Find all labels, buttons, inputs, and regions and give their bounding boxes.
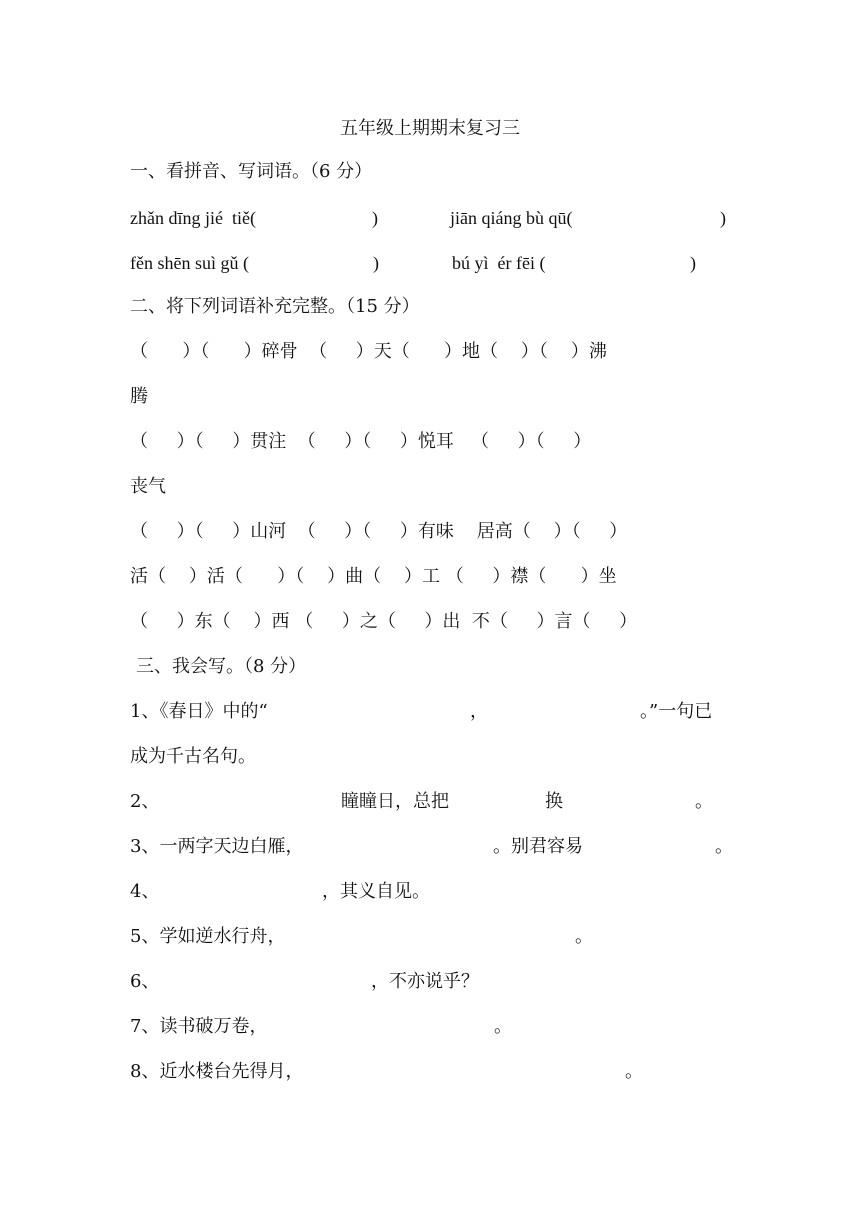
page-title: 五年级上期期末复习三 — [340, 118, 520, 139]
poem-item-5: 5、学如逆水行舟， — [130, 926, 286, 947]
pinyin-item-3-close: ) — [373, 253, 379, 273]
poem-item-8: 8、近水楼台先得月， — [130, 1061, 304, 1082]
section3-heading: 三、我会写。（8 分） — [136, 656, 307, 677]
idiom-line-2-wrap: 丧气 — [130, 476, 166, 497]
pinyin-item-1: zhǎn dīng jié tiě( — [130, 208, 256, 228]
poem-item-2-mid: 瞳瞳日，总把 — [341, 791, 449, 812]
idiom-line-1-wrap: 腾 — [130, 386, 148, 407]
poem-item-1-wrap: 成为千古名句。 — [130, 746, 256, 767]
idiom-line-4: 活（ ）活（ ）（ ）曲（ ）工 （ ）襟（ ）坐 — [130, 566, 617, 587]
pinyin-item-4: bú yì ér fēi ( — [452, 253, 546, 273]
poem-item-2: 2、 — [130, 791, 160, 812]
poem-item-6-end: ，不亦说乎？ — [371, 971, 479, 992]
poem-item-3-end: 。 — [715, 836, 733, 857]
poem-item-6: 6、 — [130, 971, 160, 992]
poem-item-2-end: 。 — [695, 791, 713, 812]
pinyin-item-1-close: ) — [372, 208, 378, 228]
section2-heading: 二、将下列词语补充完整。（15 分） — [130, 296, 420, 317]
pinyin-item-2-close: ) — [720, 208, 726, 228]
pinyin-item-2: jiān qiáng bù qū( — [450, 208, 573, 228]
poem-item-8-end: 。 — [625, 1061, 643, 1082]
poem-item-4-end: ，其义自见。 — [322, 881, 430, 902]
section1-heading: 一、看拼音、写词语。（6 分） — [130, 161, 373, 182]
poem-item-1-end: 。”一句已 — [640, 701, 713, 722]
poem-item-7-end: 。 — [494, 1016, 512, 1037]
idiom-line-2: （ ）（ ）贯注 （ ）（ ）悦耳 （ ）（ ） — [130, 431, 592, 452]
poem-item-2-huan: 换 — [545, 791, 563, 812]
poem-item-7: 7、读书破万卷， — [130, 1016, 268, 1037]
poem-item-1: 1、《春日》中的“ — [130, 701, 268, 722]
idiom-line-5: （ ）东（ ）西 （ ）之（ ）出 不（ ）言（ ） — [130, 611, 638, 632]
poem-item-4: 4、 — [130, 881, 160, 902]
pinyin-item-3: fěn shēn suì gǔ ( — [130, 253, 249, 273]
idiom-line-1: （ ）（ ）碎骨 （ ）天（ ）地（ ）（ ）沸 — [130, 341, 607, 362]
poem-item-3-mid: 。别君容易 — [493, 836, 583, 857]
poem-item-1-comma: ， — [470, 701, 488, 722]
pinyin-item-4-close: ) — [690, 253, 696, 273]
idiom-line-3: （ ）（ ）山河 （ ）（ ）有味 居高（ ）（ ） — [130, 521, 628, 542]
poem-item-3: 3、一两字天边白雁， — [130, 836, 304, 857]
poem-item-5-end: 。 — [575, 926, 593, 947]
